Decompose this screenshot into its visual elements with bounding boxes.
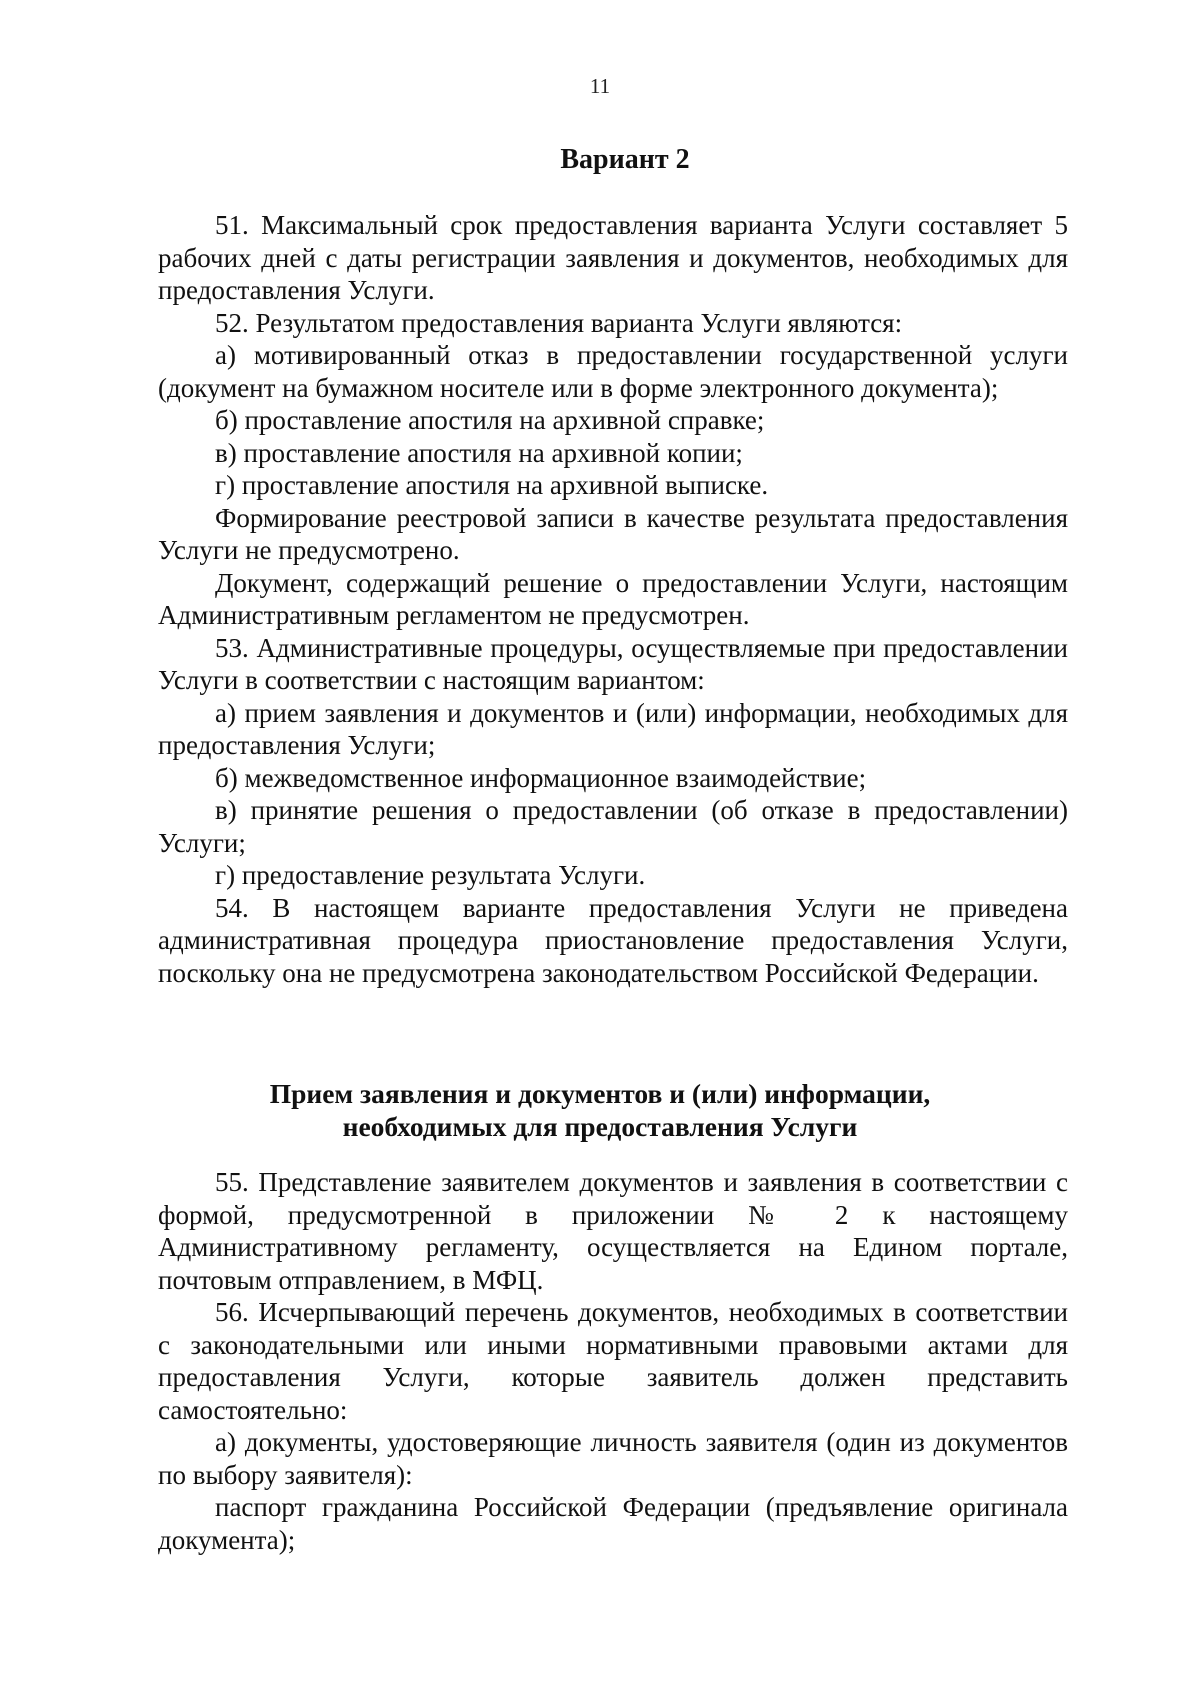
list-item-52b: б) проставление апостиля на архивной справке;	[215, 405, 765, 435]
list-item-53c: в) принятие решения о предоставлении (об отказе в предоставлении) Услуги;	[158, 795, 1068, 858]
section-heading	[0, 1077, 1200, 1143]
list-item-52d: г) проставление апостиля на архивной выписке.	[215, 470, 769, 500]
page-number: 11	[589, 74, 611, 98]
list-item-52a: а) мотивированный отказ в предоставлении государственной услуги (документ на бумажном носителе или в форме электронного документа);	[158, 340, 1068, 403]
paragraph-decision-document: Документ, содержащий решение о предоставлении Услуги, настоящим Административным регламентом не предусмотрен.	[158, 567, 1068, 630]
section-heading-line-1: Прием заявления и документов и (или) информации,	[269, 1078, 931, 1109]
list-item-56a: а) документы, удостоверяющие личность заявителя (один из документов по выбору заявителя):	[158, 1427, 1068, 1490]
paragraph-51: 51. Максимальный срок предоставления варианта Услуги составляет 5 рабочих дней с даты регистрации заявления и документов, необходимых для предоставления Услуги.	[158, 210, 1068, 305]
list-item-52c: в) проставление апостиля на архивной копии;	[215, 437, 743, 468]
section-heading-line-2: необходимых для предоставления Услуги	[342, 1111, 858, 1142]
paragraph-54: 54. В настоящем варианте предоставления Услуги не приведена административная процедура приостановление предоставления Услуги, поскольку она не предусмотрена законодательством Российской Федерации.	[158, 892, 1068, 988]
body-text-top	[158, 209, 1068, 989]
paragraph-53: 53. Административные процедуры, осуществляемые при предоставлении Услуги в соответствии с настоящим вариантом:	[158, 632, 1068, 695]
paragraph-registry-record: Формирование реестровой записи в качестве результата предоставления Услуги не предусмотрено.	[158, 502, 1068, 565]
list-item-53a: а) прием заявления и документов и (или) информации, необходимых для предоставления Услуги;	[158, 697, 1068, 760]
paragraph-55: 55. Представление заявителем документов и заявления в соответствии с формой, предусмотренной в приложении № 2 к настоящему Административному регламенту, осуществляется на Едином портале, почтовым отправлением, в МФЦ.	[158, 1167, 1068, 1295]
list-item-53d: г) предоставление результата Услуги.	[215, 860, 646, 890]
paragraph-56: 56. Исчерпывающий перечень документов, необходимых в соответствии с законодательными или иными нормативными правовыми актами для предоставления Услуги, которые заявитель должен представить самостоятельно:	[158, 1297, 1068, 1425]
variant-title: Вариант 2	[560, 144, 690, 175]
body-text-bottom	[158, 1166, 1068, 1556]
paragraph-52: 52. Результатом предоставления варианта Услуги являются:	[215, 307, 903, 338]
list-item-53b: б) межведомственное информационное взаимодействие;	[215, 762, 867, 793]
paragraph-passport: паспорт гражданина Российской Федерации (предъявление оригинала документа);	[158, 1492, 1068, 1555]
